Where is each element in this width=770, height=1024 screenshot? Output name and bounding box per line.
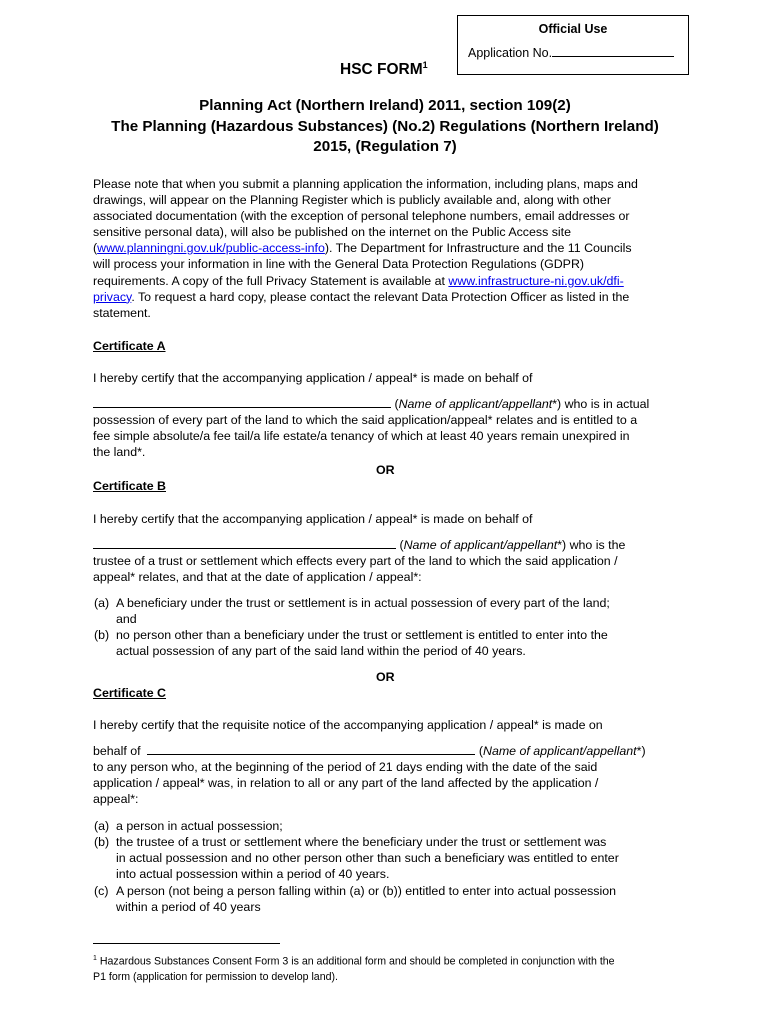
applicant-name-field-b[interactable] (93, 537, 396, 549)
certificate-b-body: (Name of applicant/appellant*) who is the trustee of a trust or settlement which effects every part of the land to which the said application / appeal* relates, and that at the date of application / appeal*: (93, 538, 626, 585)
certificate-a-heading: Certificate A (93, 339, 166, 353)
certificate-c-intro: I hereby certify that the requisite notice of the accompanying application / appeal* is made on (93, 718, 603, 732)
or-separator-2: OR (376, 670, 395, 684)
or-separator-1: OR (376, 463, 395, 477)
certificate-b-intro: I hereby certify that the accompanying application / appeal* is made on behalf of (93, 512, 533, 526)
official-use-title: Official Use (538, 22, 608, 36)
certificate-c-body: behalf of (Name of applicant/appellant*) to any person who, at the beginning of the period of 21 days ending with the date of the said application / appeal* was, in relation to all or any part of the land affected by the application / appeal*: (93, 744, 646, 807)
application-number-field[interactable] (468, 45, 674, 60)
certificate-b-item-a: (a) A beneficiary under the trust or settlement is in actual possession of every part of the land; and (94, 596, 610, 627)
act-title-line3: 2015, (Regulation 7) (313, 138, 457, 155)
privacy-link[interactable]: www.infrastructure-ni.gov.uk/dfi- (448, 273, 624, 288)
certificate-b-item-b: (b) no person other than a beneficiary under the trust or settlement is entitled to enter into the actual possession of any part of the said land within the period of 40 years. (94, 628, 608, 659)
privacy-notice: Please note that when you submit a planning application the information, including plans, maps and drawings, will appear on the Planning Register which is publicly available and, along with other associated documentation (with the exception of personal telephone numbers, email addresses or sensitive personal data), will also be published on the internet on the Public Access site (www.planningni.gov.uk/public-access-info). The Department for Infrastructure and the 11 Councils will process your information in line with the General Data Protection Regulations (GDPR) requirements. A copy of the full Privacy Statement is available at www.infrastructure-ni.gov.uk/dfi- privacy. To request a hard copy, please contact the relevant Data Protection Officer as listed in the statement. (93, 177, 638, 320)
certificate-b-heading: Certificate B (93, 479, 166, 493)
applicant-name-field-c[interactable] (147, 743, 475, 755)
privacy-link-cont[interactable]: privacy (93, 289, 132, 304)
certificate-a-body: (Name of applicant/appellant*) who is in actual possession of every part of the land to which the said application/appeal* relates and is entitled to a fee simple absolute/a fee tail/a life estate/a tenancy of which at least 40 years remain unexpired in the land*. (93, 397, 650, 460)
certificate-c-item-b: (b) the trustee of a trust or settlement where the beneficiary under the trust or settlement was in actual possession and no other person other than such a beneficiary was entitled to enter into actual possession within a period of 40 years. (94, 835, 619, 882)
act-title-line2: The Planning (Hazardous Substances) (No.2) Regulations (Northern Ireland) (111, 117, 659, 135)
applicant-name-field-a[interactable] (93, 396, 391, 408)
footnote: $^1$ Hazardous Substances Consent Form 3 is an additional form and should be completed in conjunction with the P1 form (application for permission to develop land). (93, 955, 615, 983)
certificate-c-item-a: (a) a person in actual possession; (94, 819, 283, 833)
act-title-line1: Planning Act (Northern Ireland) 2011, section 109(2) (199, 97, 571, 114)
official-use-box (457, 15, 689, 75)
certificate-c-item-c: (c) A person (not being a person falling within (a) or (b)) entitled to enter into actual possession within a period of 40 years (94, 884, 617, 915)
certificate-a-intro: I hereby certify that the accompanying application / appeal* is made on behalf of (93, 371, 533, 385)
application-number-label: Application No. (468, 46, 553, 60)
certificate-c-heading: Certificate C (93, 686, 166, 700)
form-title: HSC FORM$^1$ (340, 60, 428, 79)
act-title (0, 96, 770, 158)
footnote-divider (93, 943, 280, 944)
footnote-ref: 1 (422, 60, 428, 70)
public-access-link[interactable]: www.planningni.gov.uk/public-access-info (97, 241, 325, 256)
